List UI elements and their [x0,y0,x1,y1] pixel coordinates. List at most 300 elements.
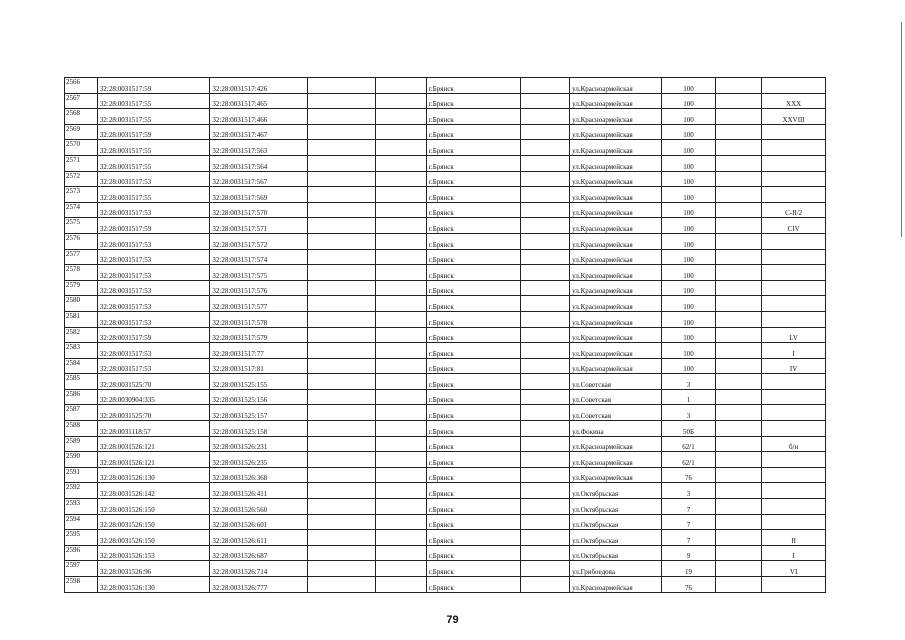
cadastral-number-cell: 32:28:0031517:569 [210,187,308,203]
parent-cadastral-number-cell: 32:28:0030904:335 [97,389,210,405]
row-number-cell: 2567 [65,93,98,109]
empty-cell [375,140,426,156]
empty-cell [715,280,762,296]
empty-cell [715,233,762,249]
city-cell: г.Брянск [426,171,520,187]
cadastral-number-cell: 32:28:0031526:368 [210,467,308,483]
empty-cell [521,218,570,234]
premises-number-cell [762,389,826,405]
house-number-cell: 7 [662,530,715,546]
table-row [65,78,826,94]
table-row [65,343,826,359]
empty-cell [375,389,426,405]
empty-cell [375,561,426,577]
premises-number-cell [762,140,826,156]
empty-cell [715,577,762,593]
premises-number-cell [762,577,826,593]
city-cell: г.Брянск [426,280,520,296]
table-row [65,421,826,437]
empty-cell [521,327,570,343]
row-number-cell: 2574 [65,202,98,218]
parent-cadastral-number-cell: 32:28:0031526:96 [97,561,210,577]
house-number-cell: 100 [662,124,715,140]
parent-cadastral-number-cell: 32:28:0031517:53 [97,358,210,374]
house-number-cell: 100 [662,327,715,343]
empty-cell [308,109,376,125]
city-cell: г.Брянск [426,265,520,281]
empty-cell [715,296,762,312]
cadastral-number-cell: 32:28:0031517:571 [210,218,308,234]
empty-cell [375,202,426,218]
city-cell: г.Брянск [426,249,520,265]
parent-cadastral-number-cell: 32:28:0031517:55 [97,109,210,125]
house-number-cell: 9 [662,545,715,561]
empty-cell [715,171,762,187]
empty-cell [521,436,570,452]
empty-cell [375,311,426,327]
parent-cadastral-number-cell: 32:28:0031526:130 [97,467,210,483]
parent-cadastral-number-cell: 32:28:0031526:121 [97,452,210,468]
cadastral-number-cell: 32:28:0031517:570 [210,202,308,218]
house-number-cell: 100 [662,218,715,234]
empty-cell [521,405,570,421]
empty-cell [375,171,426,187]
cadastral-number-cell: 32:28:0031517:77 [210,343,308,359]
house-number-cell: 3 [662,483,715,499]
empty-cell [521,389,570,405]
empty-cell [308,202,376,218]
row-number-cell: 2588 [65,421,98,437]
house-number-cell: 100 [662,140,715,156]
parent-cadastral-number-cell: 32:28:0031517:53 [97,280,210,296]
premises-number-cell: XXVIII [762,109,826,125]
parent-cadastral-number-cell: 32:28:0031517:53 [97,311,210,327]
city-cell: г.Брянск [426,311,520,327]
row-number-cell: 2582 [65,327,98,343]
premises-number-cell [762,421,826,437]
table-row [65,249,826,265]
empty-cell [308,296,376,312]
empty-cell [715,467,762,483]
table-row [65,109,826,125]
empty-cell [308,187,376,203]
empty-cell [521,280,570,296]
cadastral-number-cell: 32:28:0031526:601 [210,514,308,530]
empty-cell [375,483,426,499]
house-number-cell: 100 [662,280,715,296]
table-row [65,311,826,327]
empty-cell [715,374,762,390]
parent-cadastral-number-cell: 32:28:0031526:150 [97,530,210,546]
empty-cell [715,514,762,530]
table-row [65,296,826,312]
empty-cell [375,436,426,452]
row-number-cell: 2580 [65,296,98,312]
parent-cadastral-number-cell: 32:28:0031517:59 [97,327,210,343]
street-cell: ул.Октябрьская [570,483,662,499]
street-cell: ул.Красноармейская [570,187,662,203]
empty-cell [308,218,376,234]
street-cell: ул.Красноармейская [570,249,662,265]
empty-cell [715,483,762,499]
street-cell: ул.Красноармейская [570,280,662,296]
empty-cell [375,93,426,109]
city-cell: г.Брянск [426,93,520,109]
city-cell: г.Брянск [426,530,520,546]
empty-cell [521,140,570,156]
city-cell: г.Брянск [426,78,520,94]
house-number-cell: 76 [662,577,715,593]
empty-cell [308,171,376,187]
table-row [65,187,826,203]
row-number-cell: 2570 [65,140,98,156]
table-row [65,577,826,593]
cadastral-number-cell: 32:28:0031517:426 [210,78,308,94]
table-row [65,405,826,421]
empty-cell [375,530,426,546]
street-cell: ул.Фокина [570,421,662,437]
house-number-cell: 62/1 [662,436,715,452]
street-cell: ул.Советская [570,374,662,390]
street-cell: ул.Октябрьская [570,499,662,515]
house-number-cell: 19 [662,561,715,577]
parent-cadastral-number-cell: 32:28:0031517:53 [97,296,210,312]
house-number-cell: 100 [662,358,715,374]
table-row [65,514,826,530]
empty-cell [521,93,570,109]
empty-cell [308,280,376,296]
row-number-cell: 2587 [65,405,98,421]
street-cell: ул.Красноармейская [570,171,662,187]
empty-cell [308,421,376,437]
scan-edge-line [901,22,902,237]
empty-cell [715,140,762,156]
cadastral-number-cell: 32:28:0031526:687 [210,545,308,561]
empty-cell [521,499,570,515]
city-cell: г.Брянск [426,327,520,343]
cadastral-number-cell: 32:28:0031526:714 [210,561,308,577]
row-number-cell: 2572 [65,171,98,187]
empty-cell [521,78,570,94]
street-cell: ул.Красноармейская [570,327,662,343]
empty-cell [375,374,426,390]
house-number-cell: 100 [662,171,715,187]
table-row [65,233,826,249]
empty-cell [521,124,570,140]
premises-number-cell [762,280,826,296]
empty-cell [308,530,376,546]
house-number-cell: 100 [662,93,715,109]
empty-cell [375,124,426,140]
table-row [65,218,826,234]
empty-cell [375,296,426,312]
cadastral-number-cell: 32:28:0031517:466 [210,109,308,125]
empty-cell [375,327,426,343]
premises-number-cell [762,124,826,140]
empty-cell [375,280,426,296]
parent-cadastral-number-cell: 32:28:0031517:59 [97,124,210,140]
row-number-cell: 2569 [65,124,98,140]
empty-cell [715,530,762,546]
city-cell: г.Брянск [426,389,520,405]
table-row [65,124,826,140]
empty-cell [521,109,570,125]
premises-number-cell: б/н [762,436,826,452]
empty-cell [308,514,376,530]
street-cell: ул.Красноармейская [570,233,662,249]
empty-cell [521,155,570,171]
registry-table [64,77,826,593]
city-cell: г.Брянск [426,405,520,421]
row-number-cell: 2581 [65,311,98,327]
row-number-cell: 2591 [65,467,98,483]
house-number-cell: 100 [662,155,715,171]
empty-cell [715,249,762,265]
house-number-cell: 100 [662,343,715,359]
empty-cell [308,249,376,265]
empty-cell [521,296,570,312]
premises-number-cell: C-II/2 [762,202,826,218]
empty-cell [308,358,376,374]
empty-cell [715,311,762,327]
street-cell: ул.Советская [570,389,662,405]
table-row [65,374,826,390]
empty-cell [521,421,570,437]
empty-cell [521,374,570,390]
empty-cell [521,545,570,561]
parent-cadastral-number-cell: 32:28:0031526:150 [97,499,210,515]
house-number-cell: 3 [662,374,715,390]
premises-number-cell: IV [762,358,826,374]
house-number-cell: 100 [662,265,715,281]
table-row [65,265,826,281]
cadastral-number-cell: 32:28:0031525:155 [210,374,308,390]
cadastral-number-cell: 32:28:0031517:572 [210,233,308,249]
street-cell: ул.Красноармейская [570,202,662,218]
table-row [65,545,826,561]
street-cell: ул.Красноармейская [570,436,662,452]
cadastral-number-cell: 32:28:0031526:777 [210,577,308,593]
empty-cell [715,421,762,437]
cadastral-number-cell: 32:28:0031517:577 [210,296,308,312]
row-number-cell: 2577 [65,249,98,265]
house-number-cell: 100 [662,249,715,265]
empty-cell [521,452,570,468]
empty-cell [375,421,426,437]
premises-number-cell: II [762,530,826,546]
street-cell: ул.Красноармейская [570,296,662,312]
empty-cell [521,233,570,249]
empty-cell [375,343,426,359]
empty-cell [375,452,426,468]
table-body [65,78,826,593]
cadastral-number-cell: 32:28:0031517:81 [210,358,308,374]
cadastral-number-cell: 32:28:0031526:411 [210,483,308,499]
row-number-cell: 2596 [65,545,98,561]
parent-cadastral-number-cell: 32:28:0031517:55 [97,140,210,156]
empty-cell [308,483,376,499]
row-number-cell: 2595 [65,530,98,546]
empty-cell [715,452,762,468]
empty-cell [521,561,570,577]
cadastral-number-cell: 32:28:0031517:579 [210,327,308,343]
cadastral-number-cell: 32:28:0031526:611 [210,530,308,546]
parent-cadastral-number-cell: 32:28:0031525:70 [97,374,210,390]
empty-cell [375,358,426,374]
cadastral-number-cell: 32:28:0031526:560 [210,499,308,515]
house-number-cell: 1 [662,389,715,405]
city-cell: г.Брянск [426,109,520,125]
premises-number-cell [762,311,826,327]
empty-cell [308,499,376,515]
street-cell: ул.Красноармейская [570,265,662,281]
table-row [65,389,826,405]
parent-cadastral-number-cell: 32:28:0031526:150 [97,514,210,530]
empty-cell [715,405,762,421]
page-number: 79 [446,614,459,626]
street-cell: ул.Советская [570,405,662,421]
empty-cell [308,545,376,561]
empty-cell [308,93,376,109]
empty-cell [715,327,762,343]
row-number-cell: 2584 [65,358,98,374]
empty-cell [715,218,762,234]
cadastral-number-cell: 32:28:0031525:158 [210,421,308,437]
premises-number-cell [762,155,826,171]
empty-cell [715,78,762,94]
empty-cell [715,202,762,218]
city-cell: г.Брянск [426,483,520,499]
city-cell: г.Брянск [426,374,520,390]
empty-cell [308,311,376,327]
empty-cell [375,233,426,249]
empty-cell [375,577,426,593]
premises-number-cell: VI [762,561,826,577]
premises-number-cell: LV [762,327,826,343]
city-cell: г.Брянск [426,202,520,218]
street-cell: ул.Красноармейская [570,467,662,483]
row-number-cell: 2576 [65,233,98,249]
empty-cell [308,233,376,249]
row-number-cell: 2598 [65,577,98,593]
table-row [65,93,826,109]
parent-cadastral-number-cell: 32:28:0031118:57 [97,421,210,437]
city-cell: г.Брянск [426,187,520,203]
empty-cell [715,561,762,577]
empty-cell [521,358,570,374]
empty-cell [308,389,376,405]
city-cell: г.Брянск [426,545,520,561]
cadastral-number-cell: 32:28:0031517:578 [210,311,308,327]
city-cell: г.Брянск [426,218,520,234]
parent-cadastral-number-cell: 32:28:0031517:53 [97,202,210,218]
empty-cell [521,483,570,499]
table-row [65,202,826,218]
premises-number-cell [762,171,826,187]
house-number-cell: 76 [662,467,715,483]
empty-cell [308,124,376,140]
cadastral-number-cell: 32:28:0031517:465 [210,93,308,109]
empty-cell [715,109,762,125]
table-row [65,358,826,374]
cadastral-number-cell: 32:28:0031517:563 [210,140,308,156]
city-cell: г.Брянск [426,561,520,577]
street-cell: ул.Октябрьская [570,545,662,561]
street-cell: ул.Красноармейская [570,311,662,327]
empty-cell [308,405,376,421]
city-cell: г.Брянск [426,577,520,593]
street-cell: ул.Красноармейская [570,109,662,125]
empty-cell [521,202,570,218]
cadastral-number-cell: 32:28:0031526:231 [210,436,308,452]
empty-cell [375,218,426,234]
premises-number-cell: I [762,545,826,561]
cadastral-number-cell: 32:28:0031517:576 [210,280,308,296]
empty-cell [715,124,762,140]
empty-cell [521,530,570,546]
table-row [65,561,826,577]
empty-cell [715,358,762,374]
row-number-cell: 2593 [65,499,98,515]
parent-cadastral-number-cell: 32:28:0031517:59 [97,78,210,94]
parent-cadastral-number-cell: 32:28:0031517:55 [97,187,210,203]
house-number-cell: 3 [662,405,715,421]
premises-number-cell: CIV [762,218,826,234]
parent-cadastral-number-cell: 32:28:0031525:70 [97,405,210,421]
premises-number-cell [762,296,826,312]
premises-number-cell [762,187,826,203]
street-cell: ул.Красноармейская [570,78,662,94]
house-number-cell: 100 [662,187,715,203]
table-row [65,467,826,483]
table-row [65,499,826,515]
empty-cell [375,499,426,515]
street-cell: ул.Грибоедова [570,561,662,577]
parent-cadastral-number-cell: 32:28:0031517:53 [97,233,210,249]
house-number-cell: 100 [662,78,715,94]
house-number-cell: 50Б [662,421,715,437]
street-cell: ул.Красноармейская [570,343,662,359]
table-row [65,452,826,468]
empty-cell [521,171,570,187]
empty-cell [521,311,570,327]
street-cell: ул.Красноармейская [570,140,662,156]
house-number-cell: 62/1 [662,452,715,468]
empty-cell [375,467,426,483]
city-cell: г.Брянск [426,140,520,156]
table-row [65,327,826,343]
row-number-cell: 2573 [65,187,98,203]
cadastral-number-cell: 32:28:0031517:467 [210,124,308,140]
table-row [65,530,826,546]
cadastral-number-cell: 32:28:0031517:564 [210,155,308,171]
empty-cell [521,265,570,281]
cadastral-number-cell: 32:28:0031526:235 [210,452,308,468]
empty-cell [308,78,376,94]
city-cell: г.Брянск [426,296,520,312]
empty-cell [308,155,376,171]
row-number-cell: 2585 [65,374,98,390]
empty-cell [375,78,426,94]
parent-cadastral-number-cell: 32:28:0031517:53 [97,171,210,187]
street-cell: ул.Красноармейская [570,124,662,140]
empty-cell [715,155,762,171]
premises-number-cell [762,265,826,281]
street-cell: ул.Красноармейская [570,577,662,593]
row-number-cell: 2575 [65,218,98,234]
city-cell: г.Брянск [426,124,520,140]
table-row [65,483,826,499]
